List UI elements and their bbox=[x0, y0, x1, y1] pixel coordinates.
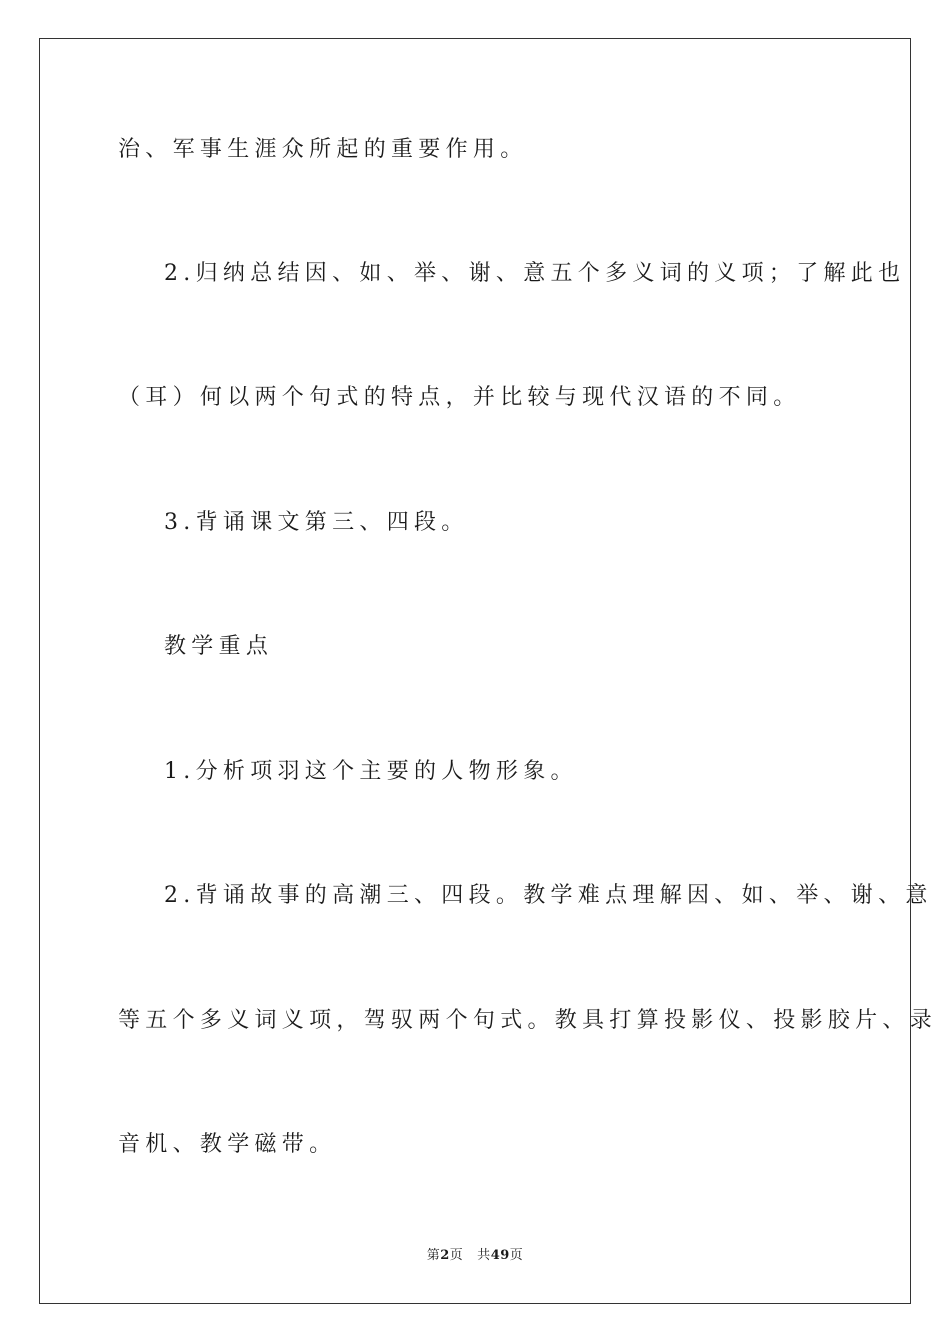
footer-page-prefix: 第 bbox=[426, 1248, 441, 1263]
footer-page-suffix: 页 bbox=[449, 1248, 464, 1263]
focus-2-line-1: 2.背诵故事的高潮三、四段。教学难点理解因、如、举、谢、意 bbox=[164, 883, 933, 908]
section-heading-teaching-focus: 教学重点 bbox=[164, 634, 274, 659]
focus-1-line: 1.分析项羽这个主要的人物形象。 bbox=[164, 759, 578, 784]
body-text-line: 治、军事生涯众所起的重要作用。 bbox=[118, 137, 528, 162]
footer-total-suffix: 页 bbox=[509, 1248, 524, 1263]
page-footer bbox=[0, 1247, 950, 1265]
objective-2-line-2: （耳）何以两个句式的特点，并比较与现代汉语的不同。 bbox=[118, 385, 801, 410]
footer-total-prefix: 共 bbox=[477, 1248, 491, 1263]
objective-2-line-1: 2.归纳总结因、如、举、谢、意五个多义词的义项；了解此也 bbox=[164, 261, 906, 286]
focus-2-line-2: 等五个多义词义项，驾驭两个句式。教具打算投影仪、投影胶片、录 bbox=[118, 1008, 938, 1033]
objective-3-line: 3.背诵课文第三、四段。 bbox=[164, 510, 469, 535]
footer-total-pages: 49 bbox=[490, 1248, 510, 1263]
focus-2-line-3: 音机、教学磁带。 bbox=[118, 1132, 337, 1157]
footer-page-number: 2 bbox=[440, 1248, 450, 1263]
page-frame bbox=[39, 38, 911, 1304]
